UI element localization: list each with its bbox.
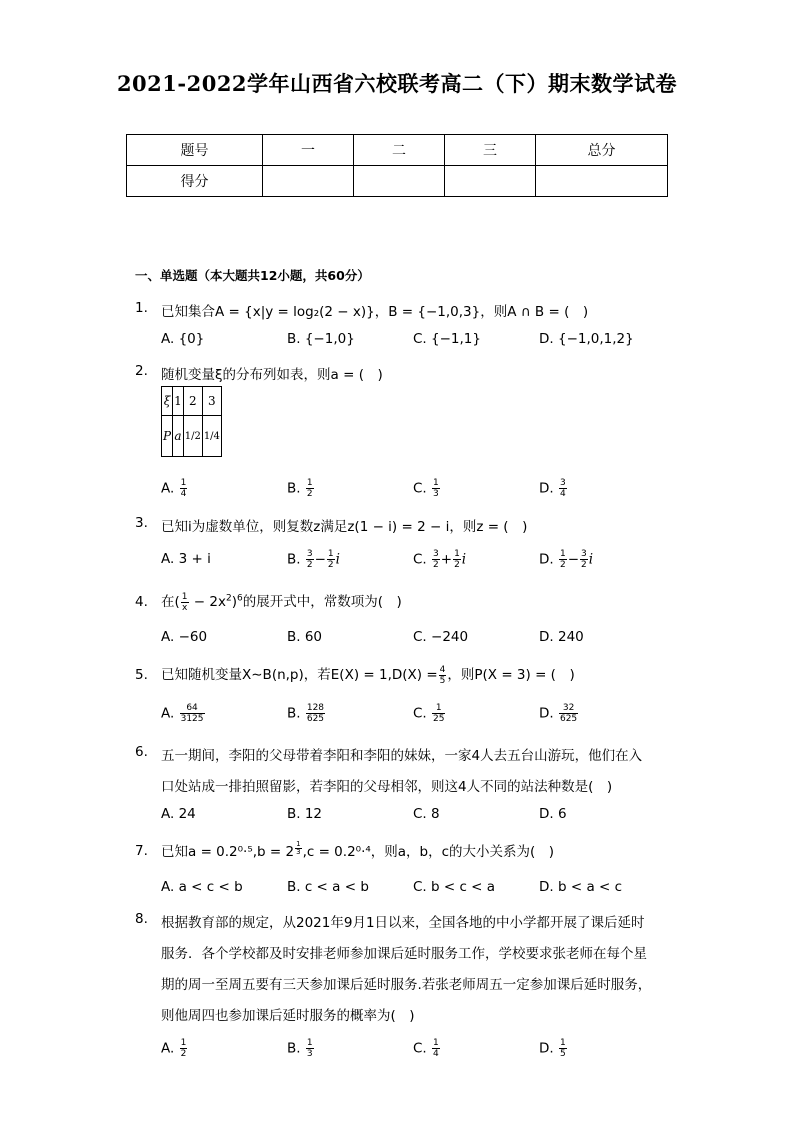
option-b[interactable]: B. {−1,0}	[287, 331, 355, 347]
dist-cell: 1	[173, 387, 184, 416]
score-header-cell: 三	[445, 135, 536, 166]
option-b[interactable]: B. c < a < b	[287, 879, 369, 895]
option-d[interactable]: D. $\frac{1}{2}$ − $\frac{3}{2}$ i	[539, 549, 594, 570]
score-table-header-row	[127, 135, 668, 166]
question-text: 已知集合A = {x|y = log₂(2 − x)}，B = {−1,0,3}，则A ∩ B = ( )	[161, 304, 589, 320]
option-a[interactable]: A. −60	[161, 629, 208, 645]
score-cell[interactable]	[445, 166, 536, 197]
distribution-table	[161, 386, 222, 457]
option-c[interactable]: C. {−1,1}	[413, 331, 481, 347]
dist-cell: ξ	[162, 387, 173, 416]
question-number: 4.	[135, 594, 148, 610]
question-number: 5.	[135, 667, 148, 683]
score-header-cell: 一	[263, 135, 354, 166]
score-header-cell: 题号	[127, 135, 263, 166]
dist-cell: 1/2	[183, 416, 202, 457]
option-b[interactable]: B. $\frac{3}{2}$ − $\frac{1}{2}$ i	[287, 549, 340, 570]
option-c[interactable]: C. $\frac{1}{4}$	[413, 1038, 439, 1059]
option-d[interactable]: D. b < a < c	[539, 879, 623, 895]
question-text: 已知a = 0.2⁰·⁵,b = 2 $^{\frac{1}{3}}$ ,c = 0.2⁰·⁴，则a，b，c的大小关系为( )	[161, 839, 555, 860]
question-text: 在( $\frac{1}{x}$ − $2x^2)^6$的展开式中，常数项为( )	[161, 591, 402, 613]
option-c[interactable]: C. $\frac{1}{25}$	[413, 703, 445, 724]
score-table	[126, 134, 668, 197]
option-d[interactable]: D. 240	[539, 629, 584, 645]
option-a[interactable]: A. $\frac{1}{4}$	[161, 478, 187, 499]
dist-cell: P	[162, 416, 173, 457]
option-a[interactable]: A. 24	[161, 806, 196, 822]
question-number: 7.	[135, 843, 148, 859]
score-table-score-row	[127, 166, 668, 197]
option-b[interactable]: B. 12	[287, 806, 323, 822]
option-a[interactable]: A. a < c < b	[161, 879, 243, 895]
option-c[interactable]: C. −240	[413, 629, 469, 645]
score-header-cell: 总分	[536, 135, 668, 166]
question-text: 已知随机变量X∼B(n,p)，若E(X) = 1,D(X) = $\frac{4}{5}$ ，则P(X = 3) = ( )	[161, 664, 575, 686]
option-c[interactable]: C. 8	[413, 806, 440, 822]
score-cell[interactable]	[263, 166, 354, 197]
option-b[interactable]: B. $\frac{128}{625}$	[287, 703, 325, 724]
option-d[interactable]: D. $\frac{3}{4}$	[539, 478, 566, 499]
question-text-line: 则他周四也参加课后延时服务的概率为( )	[161, 1008, 415, 1024]
option-c[interactable]: C. $\frac{3}{2}$ + $\frac{1}{2}$ i	[413, 549, 467, 570]
question-text: 已知i为虚数单位，则复数z满足z(1 − i) = 2 − i，则z = ( )	[161, 519, 528, 535]
question-text-line: 服务．各个学校都及时安排老师参加课后延时服务工作，学校要求张老师在每个星	[161, 946, 647, 962]
option-a[interactable]: A. {0}	[161, 331, 205, 347]
question-text-line: 口处站成一排拍照留影，若李阳的父母相邻，则这4人不同的站法种数是( )	[161, 779, 613, 795]
score-label-cell: 得分	[127, 166, 263, 197]
option-d[interactable]: D. {−1,0,1,2}	[539, 331, 634, 347]
section-heading: 一、单选题（本大题共12小题，共60分）	[135, 268, 370, 283]
option-d[interactable]: D. $\frac{1}{5}$	[539, 1038, 566, 1059]
dist-cell: 2	[183, 387, 202, 416]
question-number: 1.	[135, 300, 148, 316]
option-c[interactable]: C. $\frac{1}{3}$	[413, 478, 439, 499]
question-text-line: 期的周一至周五要有三天参加课后延时服务.若张老师周五一定参加课后延时服务，	[161, 977, 652, 993]
question-text: 根据教育部的规定，从2021年9月1日以来，全国各地的中小学都开展了课后延时	[161, 915, 645, 931]
question-number: 6.	[135, 744, 148, 760]
option-b[interactable]: B. $\frac{1}{2}$	[287, 478, 313, 499]
score-cell[interactable]	[354, 166, 445, 197]
score-header-cell: 二	[354, 135, 445, 166]
option-a[interactable]: A. 3 + i	[161, 551, 211, 567]
dist-cell: 1/4	[202, 416, 221, 457]
score-cell[interactable]	[536, 166, 668, 197]
option-a[interactable]: A. $\frac{1}{2}$	[161, 1038, 187, 1059]
exam-title: 2021-2022学年山西省六校联考高二（下）期末数学试卷	[116, 71, 678, 96]
option-c[interactable]: C. b < c < a	[413, 879, 496, 895]
dist-cell: a	[173, 416, 184, 457]
question-number: 8.	[135, 911, 148, 927]
question-text: 随机变量ξ的分布列如表，则a = ( )	[161, 367, 383, 383]
option-b[interactable]: B. 60	[287, 629, 323, 645]
question-text: 五一期间，李阳的父母带着李阳和李阳的妹妹，一家4人去五台山游玩，他们在入	[161, 748, 643, 764]
question-number: 2.	[135, 363, 148, 379]
question-number: 3.	[135, 515, 148, 531]
option-d[interactable]: D. $\frac{32}{625}$	[539, 703, 578, 724]
option-b[interactable]: B. $\frac{1}{3}$	[287, 1038, 313, 1059]
option-d[interactable]: D. 6	[539, 806, 567, 822]
option-a[interactable]: A. $\frac{64}{3125}$	[161, 703, 204, 724]
dist-cell: 3	[202, 387, 221, 416]
